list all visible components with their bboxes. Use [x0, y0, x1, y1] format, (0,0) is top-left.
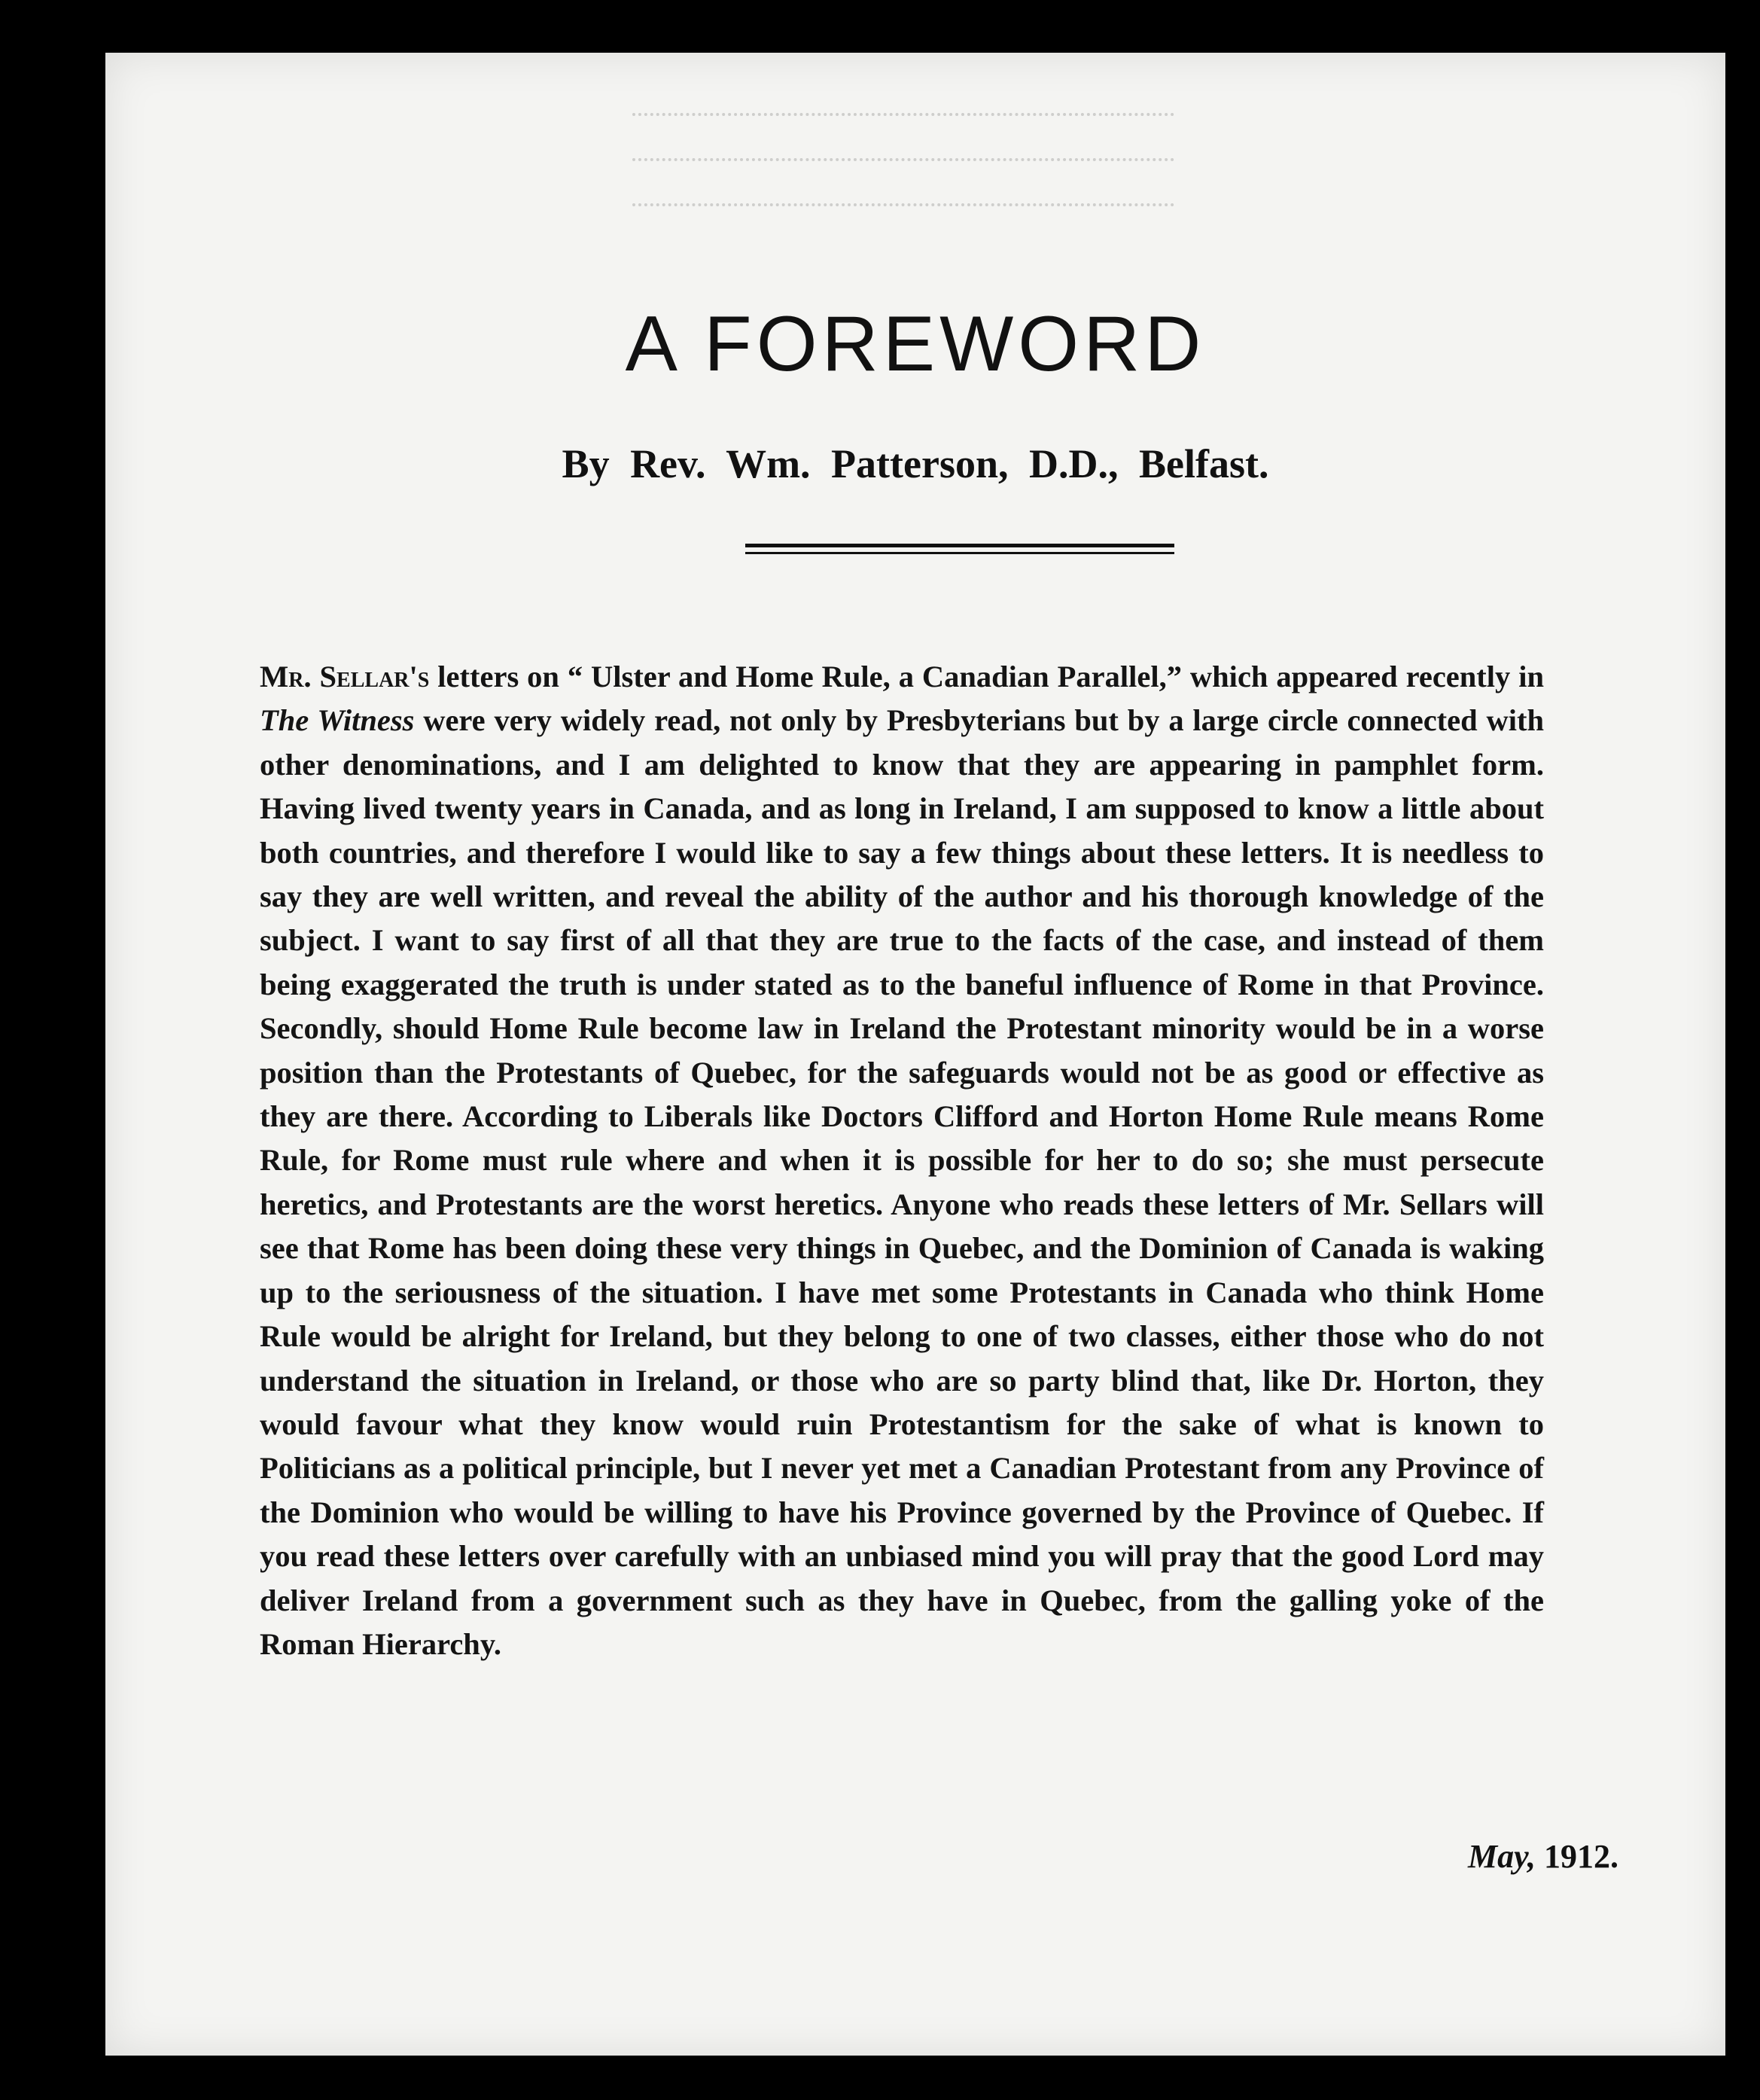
newspaper-title: The Witness [260, 703, 415, 738]
double-rule-divider [745, 544, 1174, 557]
date-year: 1912. [1544, 1838, 1618, 1875]
page-title: A FOREWORD [625, 300, 1206, 388]
body-text-part-2: were very widely read, not only by Presbyterians but by a large circle connected with other denominations, and I am delighted to know that they are appearing in pamphlet form. Having lived twenty years in Canada, and as long in Ireland, I am supposed to know a little about both countries, and therefore I would like to say a few things about these letters. It is needless to say they are well written, and reveal the ability of the author and his thorough knowledge of the subject. I want to say first of all that they are true to the facts of the case, and instead of them being exaggerated the truth is under stated as to the baneful influence of Rome in that Province. Secondly, should Home Rule become law in Ireland the Protestant minority would be in a worse position than the Protestants of Quebec, for the safeguards would not be as good or effective as they are there. According to Liberals like Doctors Clifford and Horton Home Rule means Rome Rule, for Rome must rule where and when it is possible for her to do so; she must persecute heretics, and Protestants are the worst heretics. Anyone who reads these letters of Mr. Sellars will see that Rome has been doing these very things in Quebec, and the Dominion of Canada is waking up to the seriousness of the situation. I have met some Protestants in Canada who think Home Rule would be alright for Ireland, but they belong to one of two classes, either those who do not understand the situation in Ireland, or those who are so party blind that, like Dr. Horton, they would favour what they know would ruin Protestantism for the sake of what is known to Politicians as a political principle, but I never yet met a Canadian Protestant from any Province of the Dominion who would be willing to have his Province governed by the Province of Quebec. If you read these letters over carefully with an unbiased mind you will pray that the good Lord may deliver Ireland from a government such as they have in Quebec, from the galling yoke of the Roman Hierarchy. [260, 703, 1544, 1661]
foreword-body [260, 655, 1544, 1666]
author-byline: By Rev. Wm. Patterson, D.D., Belfast. [562, 441, 1269, 486]
body-text-part-1: letters on “ Ulster and Home Rule, a Canadian Parallel,” which appeared recently in [429, 660, 1544, 693]
author-name-smallcaps: Mr. Sellar's [260, 660, 430, 693]
faded-library-stamp [632, 113, 1174, 248]
document-page [105, 53, 1725, 2056]
date-month: May, [1467, 1838, 1536, 1875]
dateline [1280, 1837, 1618, 1876]
